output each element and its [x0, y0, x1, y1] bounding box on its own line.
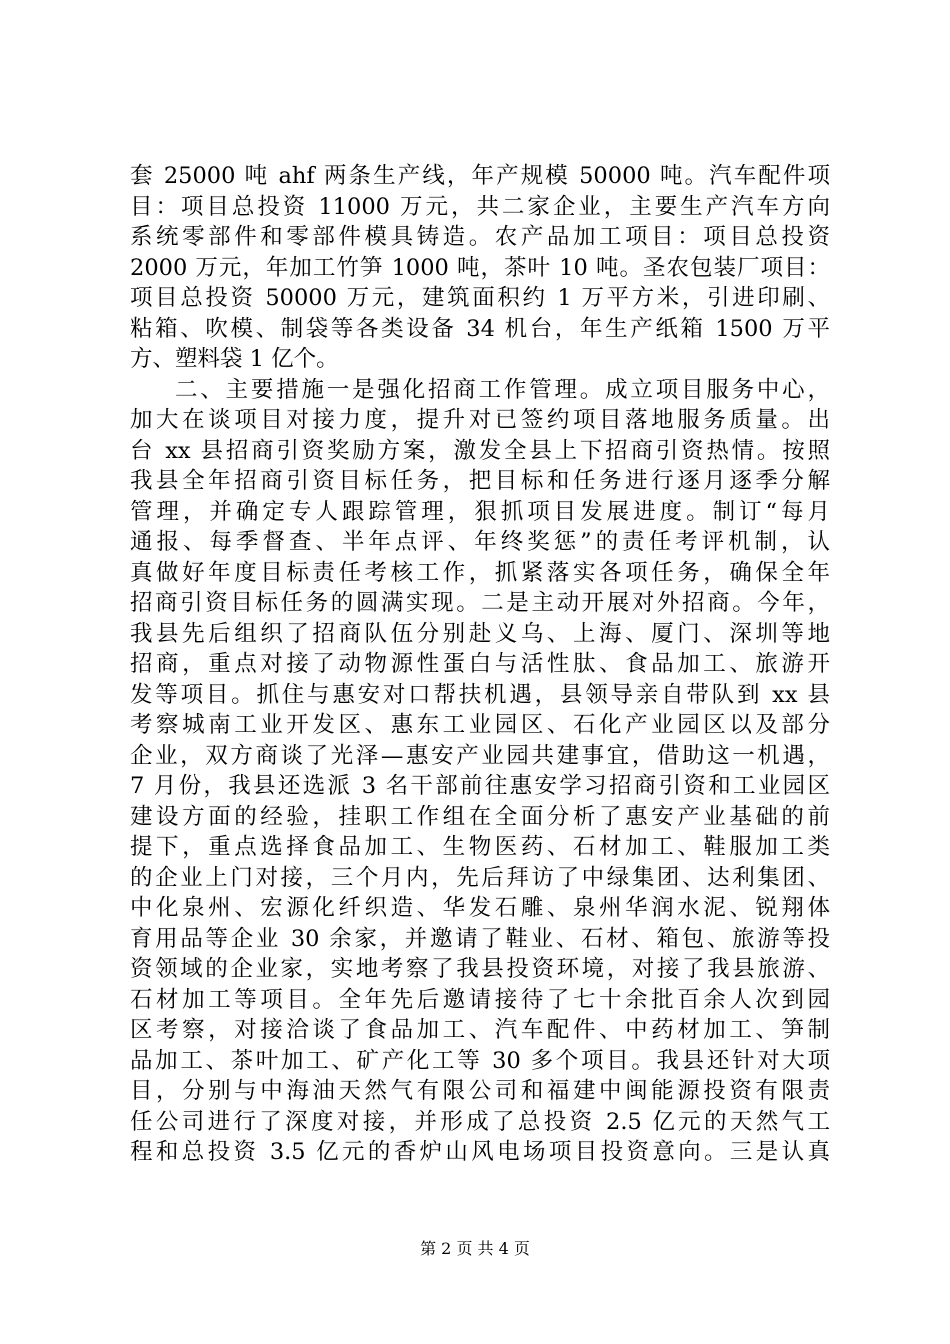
text-line: 石材加工等项目。全年先后邀请接待了七十余批百余人次到园	[130, 986, 830, 1013]
text-line: 项目总投资 50000 万元，建筑面积约 1 万平方米，引进印刷、	[130, 285, 830, 311]
text-line: 品加工、茶叶加工、矿产化工等 30 多个项目。我县还针对大项	[130, 1047, 830, 1074]
text-line: 我县全年招商引资目标任务，把目标和任务进行逐月逐季分解	[130, 468, 830, 494]
page-footer: 第 2 页 共 4 页	[420, 1239, 530, 1258]
text-line: 目：项目总投资 11000 万元，共二家企业，主要生产汽车方向	[130, 193, 830, 220]
text-line: 系统零部件和零部件模具铸造。农产品加工项目：项目总投资	[130, 224, 830, 250]
text-line: 育用品等企业 30 余家，并邀请了鞋业、石材、箱包、旅游等投	[130, 925, 830, 952]
text-line: 管理，并确定专人跟踪管理，狠抓项目发展进度。制订“每月	[130, 498, 830, 525]
text-line: 目，分别与中海油天然气有限公司和福建中闽能源投资有限责	[130, 1078, 830, 1104]
document-body	[130, 161, 830, 1168]
text-line: 的企业上门对接，三个月内，先后拜访了中绿集团、达利集团、	[130, 864, 830, 891]
text-line: 2000 万元，年加工竹笋 1000 吨，茶叶 10 吨。圣农包装厂项目：	[130, 254, 830, 281]
text-line: 任公司进行了深度对接，并形成了总投资 2.5 亿元的天然气工	[130, 1108, 830, 1135]
text-line: 7 月份，我县还选派 3 名干部前往惠安学习招商引资和工业园区	[130, 773, 830, 799]
text-line: 套 25000 吨 ahf 两条生产线，年产规模 50000 吨。汽车配件项	[130, 163, 830, 189]
text-line: 二、主要措施一是强化招商工作管理。成立项目服务中心，	[175, 376, 830, 403]
text-line: 程和总投资 3.5 亿元的香炉山风电场项目投资意向。三是认真	[130, 1139, 830, 1165]
text-line: 提下，重点选择食品加工、生物医药、石材加工、鞋服加工类	[130, 834, 830, 860]
text-line: 企业，双方商谈了光泽—惠安产业园共建事宜，借助这一机遇，	[130, 742, 830, 769]
text-line: 建设方面的经验，挂职工作组在全面分析了惠安产业基础的前	[130, 803, 830, 830]
text-line: 我县先后组织了招商队伍分别赴义乌、上海、厦门、深圳等地	[130, 620, 830, 647]
text-line: 资领域的企业家，实地考察了我县投资环境，对接了我县旅游、	[130, 956, 830, 982]
text-line: 区考察，对接洽谈了食品加工、汽车配件、中药材加工、笋制	[130, 1017, 830, 1043]
text-line: 通报、每季督查、半年点评、年终奖惩”的责任考评机制，认	[130, 529, 830, 555]
text-line: 招商，重点对接了动物源性蛋白与活性肽、食品加工、旅游开	[130, 651, 830, 677]
text-line: 真做好年度目标责任考核工作，抓紧落实各项任务，确保全年	[130, 559, 830, 586]
text-line: 招商引资目标任务的圆满实现。二是主动开展对外招商。今年，	[130, 590, 830, 616]
text-line: 加大在谈项目对接力度，提升对已签约项目落地服务质量。出	[130, 407, 830, 433]
text-line: 中化泉州、宏源化纤织造、华发石雕、泉州华润水泥、锐翔体	[130, 895, 830, 921]
text-line: 台 xx 县招商引资奖励方案，激发全县上下招商引资热情。按照	[130, 437, 830, 464]
text-line: 方、塑料袋 1 亿个。	[130, 346, 339, 372]
text-line: 发等项目。抓住与惠安对口帮扶机遇，县领导亲自带队到 xx 县	[130, 681, 830, 708]
text-line: 考察城南工业开发区、惠东工业园区、石化产业园区以及部分	[130, 712, 830, 738]
text-line: 粘箱、吹模、制袋等各类设备 34 机台，年生产纸箱 1500 万平	[130, 315, 830, 342]
